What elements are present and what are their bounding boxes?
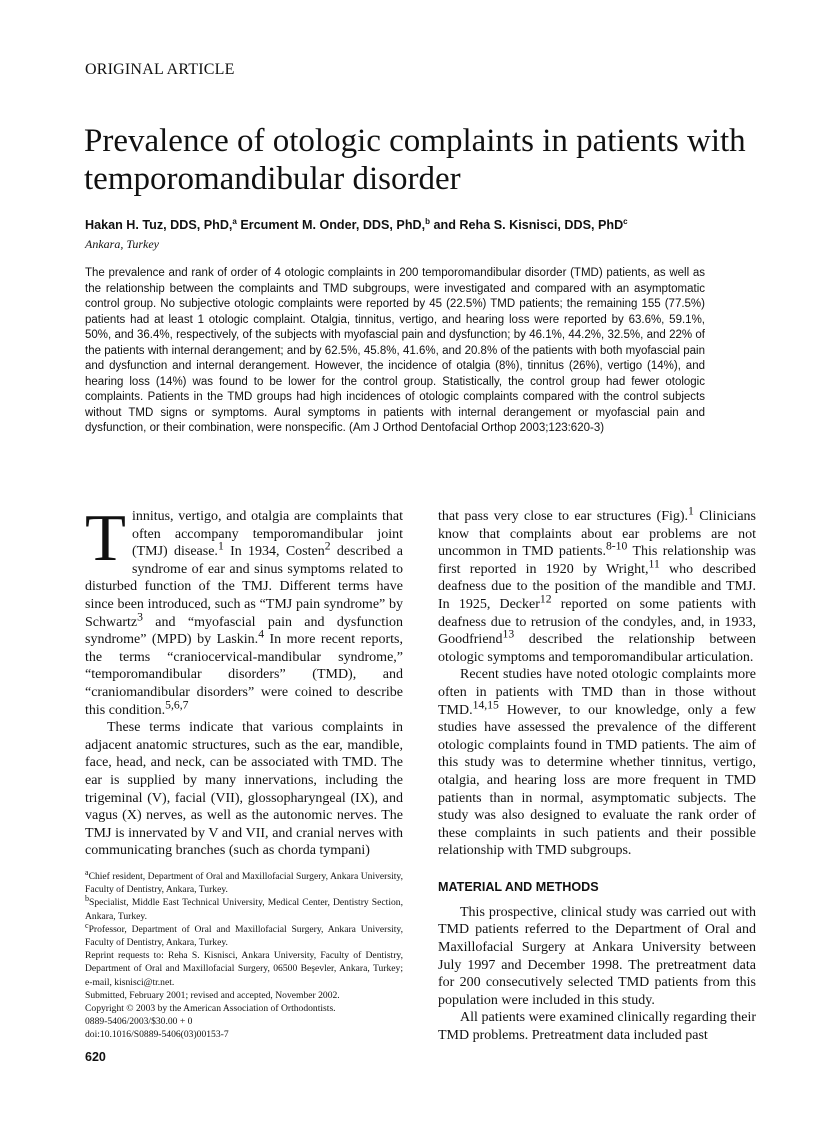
citation-ref: 13 (502, 627, 515, 641)
text-run: described the relationship between otologic symptoms and temporomandibular articulation. (438, 632, 756, 665)
text-run: This relationship was first reported in 1920 by Wright, (438, 544, 756, 577)
text-run: Recent studies have noted otologic complaints more often in patients with TMD than in those without TMD. (438, 667, 756, 718)
body-column-right (438, 504, 756, 1045)
affiliation-mark: a (85, 867, 89, 877)
body-paragraph: All patients were examined clinically regarding their TMD problems. Pretreatment data included past (438, 1010, 756, 1044)
affiliation-mark: b (85, 894, 89, 904)
section-label: ORIGINAL ARTICLE (85, 61, 235, 78)
body-paragraph: These terms indicate that various complaints in adjacent anatomic structures, such as the ear, mandible, face, head, and neck, can be associated with TMD. The ear is supplied by many innervations, including the trigeminal (V), facial (VII), glossopharyngeal (IX), and vagus (X) nerves, as well as the autonomic nerves. The TMJ is innervated by V and VII, and cranial nerves with communicating branches (such as chorda tympani) (85, 720, 403, 859)
citation-ref: 12 (539, 592, 552, 606)
citation-ref: 1 (688, 504, 694, 518)
body-paragraph (85, 501, 403, 719)
footnote-issn: 0889-5406/2003/$30.00 + 0 (85, 1016, 193, 1028)
footnote-text: Specialist, Middle East Technical University, Medical Center, Dentistry Section, Ankara, Turkey. (85, 897, 403, 922)
citation-ref: 8-10 (605, 539, 628, 553)
drop-cap: T (85, 501, 126, 575)
text-run: that pass very close to ear structures (Fig). (438, 509, 689, 524)
citation-ref: 14,15 (472, 697, 499, 711)
footnote-text: Chief resident, Department of Oral and Maxillofacial Surgery, Ankara University, Faculty of Dentistry, Ankara, Turkey. (85, 871, 403, 896)
footnotes (85, 867, 403, 1042)
author-name: Hakan H. Tuz, DDS, PhD, (85, 218, 233, 232)
body-paragraph (438, 666, 756, 860)
affiliation-mark: b (425, 216, 431, 226)
text-run: who described deafness due to the position of the mandible and TMJ. In 1925, Decker (438, 561, 756, 612)
body-paragraph (438, 504, 756, 666)
text-run: However, to our knowledge, only a few studies have assessed the prevalence of the different otologic complaints found in TMD patients. The aim of this study was to determine whether tinnitus, vertigo, otalgia, and hearing loss are more frequent in TMD patients than in normal, asymptomatic subjects. The study was also designed to evaluate the rank order of these complaints in such patients and their possible relationship with TMD subgroups. (438, 702, 756, 859)
footnote-text: Professor, Department of Oral and Maxillofacial Surgery, Ankara University, Faculty of Dentistry, Ankara, Turkey. (85, 923, 403, 949)
author-location: Ankara, Turkey (85, 237, 159, 251)
text-run: reported on some patients with deafness due to retrusion of the condyles, and, in 1933, Goodfriend (438, 596, 756, 648)
text-run: Clinicians know that complaints about ear problems are not uncommon in TMD patients. (438, 509, 756, 560)
text-run: innitus, vertigo, and otalgia are complaints that often accompany temporomandibular joint (TMJ) disease. (131, 509, 403, 560)
citation-ref: 3 (137, 609, 143, 623)
citation-ref: 1 (217, 539, 224, 553)
body-column-left (85, 501, 403, 860)
footnote-reprint: Reprint requests to: Reha S. Kisnisci, Ankara University, Faculty of Dentistry, Department of Oral and Maxillofacial Surgery, 06500 Beşevler, Ankara, Turkey; e-mail, kisnisci@tr.net. (85, 950, 403, 988)
citation-ref: 2 (324, 539, 331, 553)
citation-ref: 4 (258, 627, 265, 641)
author-joiner: and (433, 218, 456, 232)
footnote-affiliation-a (85, 867, 403, 896)
footnote-affiliation-c (85, 920, 403, 949)
author-name: Ercument M. Onder, DDS, PhD, (240, 218, 426, 232)
citation-ref: 11 (648, 557, 660, 571)
text-run: described a syndrome of ear and sinus symptoms related to disturbed function of the TMJ. Different terms have since been introduced, such as “TMJ pain syndrome” by Schwartz (85, 544, 403, 630)
affiliation-mark: c (85, 920, 89, 930)
text-run: In 1934, Costen (223, 544, 325, 560)
text-run: In more recent reports, the terms “craniocervical-mandibular syndrome,” “temporomandibular disorders” (TMD), and “craniomandibular disorders” were coined to describe this condition. (85, 632, 403, 718)
article-title: Prevalence of otologic complaints in patients with temporomandibular disorder (84, 123, 746, 197)
citation-ref: 5,6,7 (165, 697, 189, 711)
author-name: Reha S. Kisnisci, DDS, PhD (459, 218, 624, 232)
footnote-submitted: Submitted, February 2001; revised and accepted, November 2002. (85, 989, 340, 1001)
affiliation-mark: a (232, 216, 237, 226)
text-run: and “myofascial pain and dysfunction syndrome” (MPD) by Laskin. (85, 614, 403, 648)
footnote-affiliation-b (85, 896, 403, 922)
page-number: 620 (85, 1050, 106, 1064)
footnote-copyright: Copyright © 2003 by the American Association of Orthodontists. (85, 1003, 336, 1015)
author-list (85, 218, 628, 232)
abstract: The prevalence and rank of order of 4 otologic complaints in 200 temporomandibular disorder (TMD) patients, as well as the relationship between the complaints and TMD subgroups, were investigated and compared with an asymptomatic control group. No subjective otologic complaints were reported by 45 (22.5%) TMD patients; the remaining 155 (77.5%) patients had at least 1 otologic complaint. Otalgia, tinnitus, vertigo, and hearing loss were reported by 63.6%, 59.1%, 50%, and 36.4%, respectively, of the subjects with myofascial pain and dysfunction; by 46.1%, 44.2%, 32.5%, and 22% of the patients with internal derangement; and by 62.5%, 45.8%, 41.6%, and 20.8% of the patients with both myofascial pain and dysfunction and internal derangement. However, the incidence of otalgia (8%), tinnitus (26%), vertigo (14%), and hearing loss (14%) was found to be lower for the control group. Statistically, the control group had fewer otologic complaints. Patients in the TMD groups had high incidences of otologic complaints compared with the control subjects without TMD signs or symptoms. Aural symptoms in patients with internal derangement or myofascial pain and dysfunction, or their combination, were nonspecific. (Am J Orthod Dentofacial Orthop 2003;123:620-3) (85, 267, 705, 434)
footnote-doi[interactable]: doi:10.1016/S0889-5406(03)00153-7 (85, 1029, 229, 1041)
body-paragraph: This prospective, clinical study was carried out with TMD patients referred to the Department of Oral and Maxillofacial Surgery at Ankara University between July 1997 and December 1998. The pretreatment data for 200 consecutively selected TMD patients from this population were included in this study. (438, 904, 756, 1008)
affiliation-mark: c (623, 216, 628, 226)
section-heading-methods: MATERIAL AND METHODS (438, 879, 599, 894)
